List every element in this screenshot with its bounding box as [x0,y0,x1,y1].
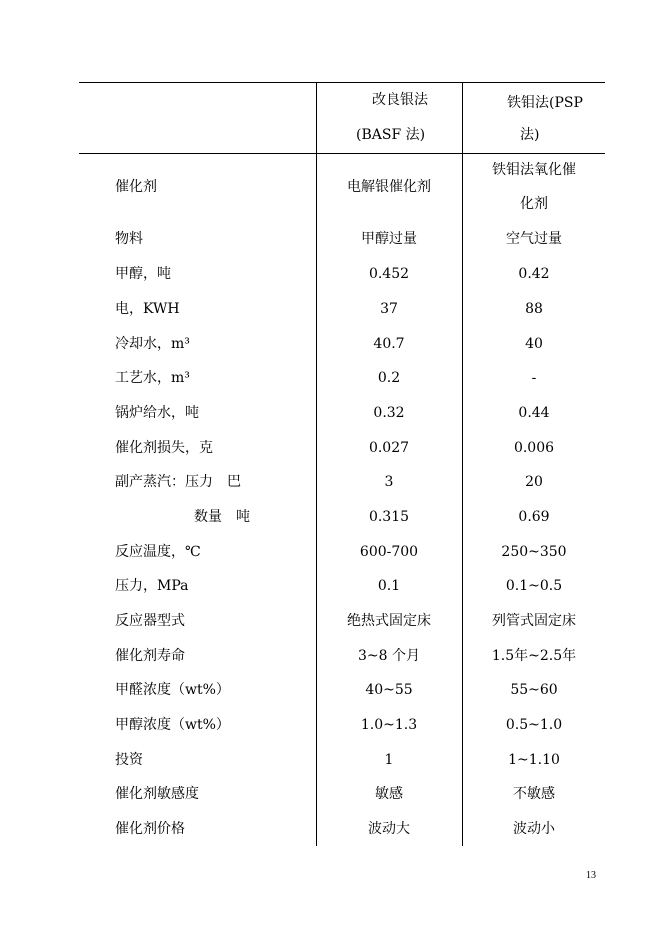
row-label: 副产蒸汽：压力 巴 [115,474,241,490]
row-value-basf: 0.315 [368,509,410,525]
row-value-basf: 3~8 个月 [358,648,420,664]
row-value-psp: 0.006 [513,440,555,456]
row-value-basf: 3 [384,474,394,490]
row-label: 甲醛浓度（wt%） [115,682,230,698]
header-col3-line2: 法) [520,127,540,143]
row-value-psp: 55~60 [510,682,558,698]
row-value-psp-line2: 化剂 [520,196,548,212]
row-label: 电，KWH [115,301,180,317]
row-value-psp: 0.69 [518,509,550,525]
row-label: 催化剂 [115,179,157,195]
row-value-psp: 88 [525,301,543,317]
page-number: 13 [586,870,596,881]
row-value-psp: - [531,370,537,386]
table-top-rule [79,82,605,83]
row-value-basf: 1 [384,752,394,768]
row-value-basf: 40~55 [365,682,413,698]
row-label: 催化剂寿命 [115,648,185,664]
row-value-basf: 敏感 [375,786,403,802]
row-value-basf: 波动大 [368,821,410,837]
row-label: 锅炉给水，吨 [115,405,199,421]
row-label: 甲醇，吨 [115,266,171,282]
row-value-basf: 0.1 [377,578,401,594]
row-value-psp: 1.5年~2.5年 [491,648,577,664]
row-value-psp: 0.44 [518,405,550,421]
row-label: 压力，MPa [115,578,189,594]
header-bottom-rule [79,153,605,154]
row-value-basf: 0.2 [377,370,401,386]
row-value-basf: 绝热式固定床 [347,613,431,629]
row-label: 投资 [115,752,143,768]
row-label-indented: 数量 吨 [194,509,250,525]
row-value-basf: 电解银催化剂 [347,179,431,195]
row-label: 催化剂价格 [115,821,185,837]
row-value-psp: 0.42 [518,266,550,282]
row-value-psp: 不敏感 [513,786,555,802]
row-label: 冷却水，m³ [115,336,190,352]
row-value-psp: 0.5~1.0 [505,717,563,733]
header-col2-line1: 改良银法 [372,92,428,108]
row-label: 反应器型式 [115,613,185,629]
row-label: 甲醇浓度（wt%） [115,717,230,733]
row-value-basf: 40.7 [373,336,405,352]
row-label: 物料 [115,231,143,247]
row-value-psp: 空气过量 [506,231,562,247]
row-value-basf: 600-700 [359,544,419,560]
row-value-psp: 0.1~0.5 [505,578,563,594]
row-value-basf: 0.32 [373,405,405,421]
row-label: 反应温度，℃ [115,544,201,560]
row-value-psp: 250~350 [501,544,567,560]
row-value-basf: 0.027 [368,440,410,456]
row-value-psp: 波动小 [513,821,555,837]
row-value-psp: 列管式固定床 [492,613,576,629]
row-value-basf: 甲醇过量 [361,231,417,247]
row-label: 工艺水，m³ [115,370,190,386]
header-col3-line1: 铁钼法(PSP [507,95,583,111]
row-value-basf: 37 [380,301,398,317]
row-label: 催化剂敏感度 [115,786,199,802]
row-label: 催化剂损失，克 [115,440,213,456]
row-value-psp: 40 [525,336,543,352]
row-value-basf: 1.0~1.3 [360,717,418,733]
row-value-psp-line1: 铁钼法氧化催 [492,162,576,178]
row-value-psp: 1~1.10 [508,752,560,768]
row-value-psp: 20 [525,474,543,490]
row-value-basf: 0.452 [368,266,410,282]
header-col2-line2: (BASF 法) [356,127,426,143]
